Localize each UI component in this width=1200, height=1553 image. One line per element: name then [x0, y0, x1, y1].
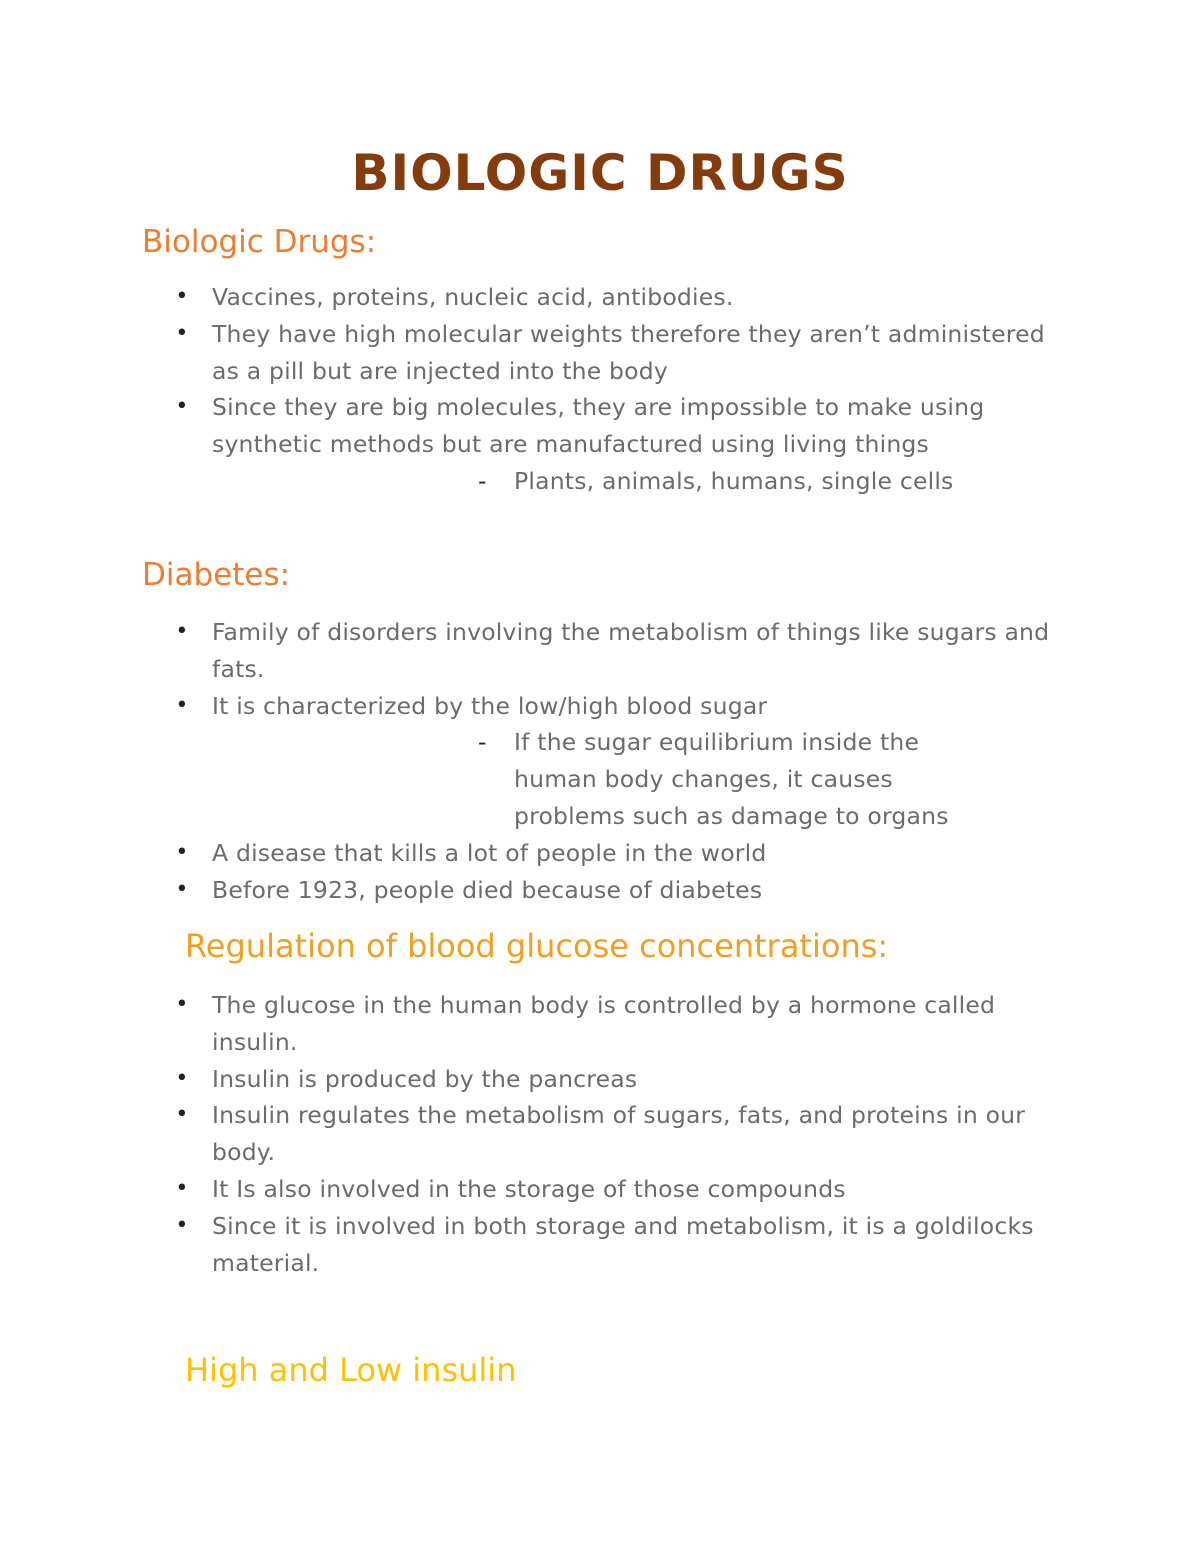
list-item-text: Insulin is produced by the pancreas	[212, 1064, 638, 1093]
list-item-text: Since they are big molecules, they are impossible to make using synthetic methods but are manufactured using living things	[212, 393, 985, 459]
bullet-icon: •	[175, 839, 189, 865]
list-item-text: Since it is involved in both storage and metabolism, it is a goldilocks material.	[212, 1211, 1034, 1277]
list-item-text: Insulin regulates the metabolism of sugars, fats, and proteins in our body.	[212, 1101, 1026, 1167]
diabetes-list	[0, 614, 1200, 908]
sub-list-item	[0, 463, 1034, 500]
list-item	[0, 688, 1072, 725]
page-title: BIOLOGIC DRUGS	[351, 144, 849, 202]
list-item-text: It Is also involved in the storage of those compounds	[212, 1174, 846, 1203]
dash-icon: -	[478, 728, 487, 757]
list-item	[0, 872, 1072, 909]
list-item-text: They have high molecular weights therefore they aren’t administered as a pill but are injected into the body	[212, 319, 1045, 385]
list-item-text: Vaccines, proteins, nucleic acid, antibodies.	[212, 283, 734, 311]
list-item-text: A disease that kills a lot of people in the world	[212, 838, 767, 867]
bullet-icon: •	[175, 320, 189, 346]
bullet-icon: •	[175, 1065, 189, 1091]
sub-list-item	[0, 724, 984, 834]
bullet-icon: •	[175, 876, 189, 902]
list-item	[0, 614, 1072, 688]
dash-icon: -	[478, 466, 487, 495]
list-item	[0, 987, 1072, 1061]
list-item	[0, 279, 1072, 316]
list-item-text: Family of disorders involving the metabolism of things like sugars and fats.	[212, 618, 1050, 683]
sub-list-item-text: If the sugar equilibrium inside the human body changes, it causes problems such as damage to organs	[514, 728, 949, 830]
list-item	[0, 1097, 1072, 1171]
sub-list-item-text: Plants, animals, humans, single cells	[514, 466, 954, 495]
list-item-text: It is characterized by the low/high blood sugar	[212, 691, 768, 720]
bullet-icon: •	[175, 992, 189, 1017]
heading-high-low-insulin: High and Low insulin	[185, 1351, 517, 1389]
heading-biologic-drugs: Biologic Drugs:	[142, 224, 377, 260]
bullet-icon: •	[175, 1175, 189, 1201]
list-item-text: Before 1923, people died because of diabetes	[212, 875, 763, 904]
list-item	[0, 1061, 1072, 1098]
bullet-icon: •	[175, 619, 189, 644]
bullet-icon: •	[175, 394, 189, 420]
bullet-icon: •	[175, 284, 189, 309]
bullet-icon: •	[175, 1102, 189, 1128]
list-item	[0, 1208, 1072, 1282]
regulation-list	[0, 987, 1200, 1281]
list-item	[0, 835, 1072, 872]
heading-diabetes: Diabetes:	[142, 557, 291, 593]
heading-regulation-blood-glucose: Regulation of blood glucose concentrations:	[185, 927, 889, 965]
list-item-text: The glucose in the human body is controlled by a hormone called insulin.	[212, 991, 996, 1056]
list-item	[0, 1171, 1072, 1208]
bullet-icon: •	[175, 1212, 189, 1238]
list-item	[0, 316, 1072, 390]
bullet-icon: •	[175, 692, 189, 718]
biologic-drugs-list	[0, 279, 1200, 500]
list-item	[0, 389, 1072, 463]
